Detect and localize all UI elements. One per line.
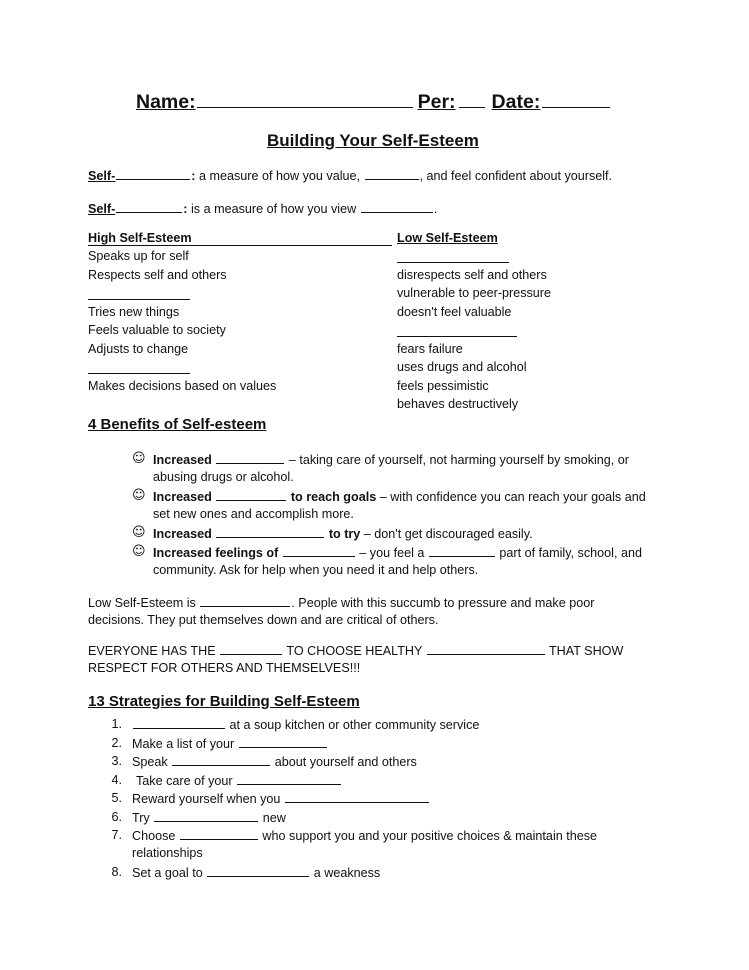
strategy-3-text-b: about yourself and others	[274, 755, 417, 769]
low-item: fears failure	[397, 342, 463, 356]
def2-term: Self-	[88, 202, 116, 216]
def1-blank-value[interactable]	[365, 167, 419, 180]
benefit-4-blank-1[interactable]	[283, 544, 355, 557]
high-item-blank[interactable]	[88, 299, 190, 300]
strategy-4-blank[interactable]	[237, 772, 341, 785]
high-item: Speaks up for self	[88, 249, 189, 263]
benefit-2-cont: set new ones and accomplish more.	[153, 507, 354, 521]
strategy-number: 4.	[111, 773, 122, 787]
benefit-1-lead: Increased	[153, 453, 212, 467]
high-item-blank[interactable]	[88, 373, 190, 374]
strategy-6-blank[interactable]	[154, 809, 258, 822]
benefit-3-mid: to try	[328, 527, 361, 541]
benefits-heading: 4 Benefits of Self-esteem	[88, 416, 267, 433]
def2-blank-view[interactable]	[361, 200, 433, 213]
per-blank[interactable]	[459, 95, 485, 108]
name-label: Name:	[136, 91, 196, 113]
def2-text-a: is a measure of how you view	[191, 202, 357, 216]
strategy-2-text: Make a list of your	[132, 737, 235, 751]
low-esteem-para-1	[88, 594, 594, 611]
low-item: uses drugs and alcohol	[397, 360, 527, 374]
strategy-4	[136, 772, 342, 789]
header-line	[136, 90, 611, 114]
everyone-statement	[88, 642, 623, 659]
benefit-4-text-b: part of family, school, and	[499, 546, 642, 560]
high-item: Tries new things	[88, 305, 180, 319]
strategy-4-text: Take care of your	[136, 774, 233, 788]
benefit-1	[153, 451, 629, 468]
smiley-icon: ☺	[132, 544, 146, 559]
high-heading-underline	[88, 245, 392, 246]
strategy-1-text: at a soup kitchen or other community service	[229, 718, 480, 732]
strategy-7-blank[interactable]	[180, 827, 258, 840]
low-item: disrespects self and others	[397, 268, 547, 282]
low-esteem-para-2: decisions. They put themselves down and are critical of others.	[88, 613, 439, 627]
benefit-4-text-a: – you feel a	[359, 546, 425, 560]
strategy-number: 7.	[111, 828, 122, 842]
benefit-2-blank[interactable]	[216, 488, 286, 501]
benefit-2-text: – with confidence you can reach your goals and	[379, 490, 646, 504]
definition-2	[88, 200, 437, 217]
strategy-6-text-a: Try	[132, 811, 150, 825]
strategy-1-blank[interactable]	[133, 716, 225, 729]
strategy-7-text-a: Choose	[132, 829, 176, 843]
high-item: Feels valuable to society	[88, 323, 226, 337]
low-item-blank[interactable]	[397, 262, 509, 263]
strategy-2-blank[interactable]	[239, 735, 327, 748]
strategy-6	[132, 809, 286, 826]
low-item-blank[interactable]	[397, 336, 517, 337]
date-label: Date:	[491, 91, 541, 113]
benefit-3	[153, 525, 533, 542]
benefit-1-blank[interactable]	[216, 451, 284, 464]
def2-blank-term[interactable]	[116, 200, 182, 213]
strategy-5	[132, 790, 430, 807]
strategy-number: 3.	[111, 754, 122, 768]
everyone-blank-2[interactable]	[427, 642, 545, 655]
benefit-1-cont: abusing drugs or alcohol.	[153, 470, 294, 484]
benefit-4-cont: community. Ask for help when you need it and help others.	[153, 563, 479, 577]
def2-text-b: .	[433, 202, 438, 216]
def1-text-a: a measure of how you value,	[199, 169, 361, 183]
strategy-7-cont: relationships	[132, 846, 203, 860]
benefit-3-blank[interactable]	[216, 525, 324, 538]
benefit-3-text: – don't get discouraged easily.	[363, 527, 533, 541]
benefit-2-lead: Increased	[153, 490, 212, 504]
strategy-2	[132, 735, 328, 752]
benefit-4	[153, 544, 642, 561]
def1-term: Self-	[88, 169, 116, 183]
low-item: vulnerable to peer-pressure	[397, 286, 552, 300]
per-label: Per:	[417, 91, 456, 113]
low-item: behaves destructively	[397, 397, 519, 411]
benefit-4-lead: Increased feelings of	[153, 546, 279, 560]
high-item: Makes decisions based on values	[88, 379, 277, 393]
strategy-8-text-a: Set a goal to	[132, 866, 203, 880]
everyone-text-b: TO CHOOSE HEALTHY	[286, 644, 423, 658]
low-para-text-a: Low Self-Esteem is	[88, 596, 196, 610]
smiley-icon: ☺	[132, 451, 146, 466]
strategy-1	[132, 716, 479, 733]
strategy-5-blank[interactable]	[285, 790, 429, 803]
smiley-icon: ☺	[132, 488, 146, 503]
smiley-icon: ☺	[132, 525, 146, 540]
page-title: Building Your Self-Esteem	[267, 131, 479, 150]
benefit-1-text: – taking care of yourself, not harming yourself by smoking, or	[288, 453, 630, 467]
benefit-2	[153, 488, 646, 505]
low-para-blank[interactable]	[200, 594, 290, 607]
strategy-8-text-b: a weakness	[313, 866, 381, 880]
strategy-number: 2.	[111, 736, 122, 750]
name-blank[interactable]	[197, 95, 413, 108]
strategy-5-text: Reward yourself when you	[132, 792, 281, 806]
everyone-text-a: EVERYONE HAS THE	[88, 644, 216, 658]
strategy-3	[132, 753, 417, 770]
strategy-6-text-b: new	[262, 811, 286, 825]
strategy-number: 6.	[111, 810, 122, 824]
low-item: doesn't feel valuable	[397, 305, 512, 319]
benefit-4-blank-2[interactable]	[429, 544, 495, 557]
low-esteem-heading: Low Self-Esteem	[397, 231, 498, 245]
benefit-2-mid: to reach goals	[290, 490, 377, 504]
date-blank[interactable]	[542, 95, 610, 108]
strategy-7	[132, 827, 597, 844]
def2-colon: :	[183, 202, 188, 216]
def1-text-b: , and feel confident about yourself.	[419, 169, 613, 183]
everyone-blank-1[interactable]	[220, 642, 282, 655]
low-item: feels pessimistic	[397, 379, 489, 393]
strategy-3-text-a: Speak	[132, 755, 168, 769]
strategy-3-blank[interactable]	[172, 753, 270, 766]
strategy-7-text-b: who support you and your positive choices & maintain these	[262, 829, 598, 843]
strategy-number: 8.	[111, 865, 122, 879]
everyone-text-c: THAT SHOW	[548, 644, 624, 658]
strategy-8	[132, 864, 380, 881]
high-item: Respects self and others	[88, 268, 227, 282]
strategies-heading: 13 Strategies for Building Self-Esteem	[88, 693, 360, 710]
def1-blank-term[interactable]	[116, 167, 190, 180]
def1-colon: :	[191, 169, 196, 183]
strategy-8-blank[interactable]	[207, 864, 309, 877]
high-esteem-heading: High Self-Esteem	[88, 231, 192, 245]
high-item: Adjusts to change	[88, 342, 189, 356]
benefit-3-lead: Increased	[153, 527, 212, 541]
low-para-text-b: . People with this succumb to pressure and make poor	[291, 596, 595, 610]
definition-1	[88, 167, 612, 184]
strategy-number: 5.	[111, 791, 122, 805]
everyone-statement-cont: RESPECT FOR OTHERS AND THEMSELVES!!!	[88, 661, 361, 675]
strategy-number: 1.	[111, 717, 122, 731]
